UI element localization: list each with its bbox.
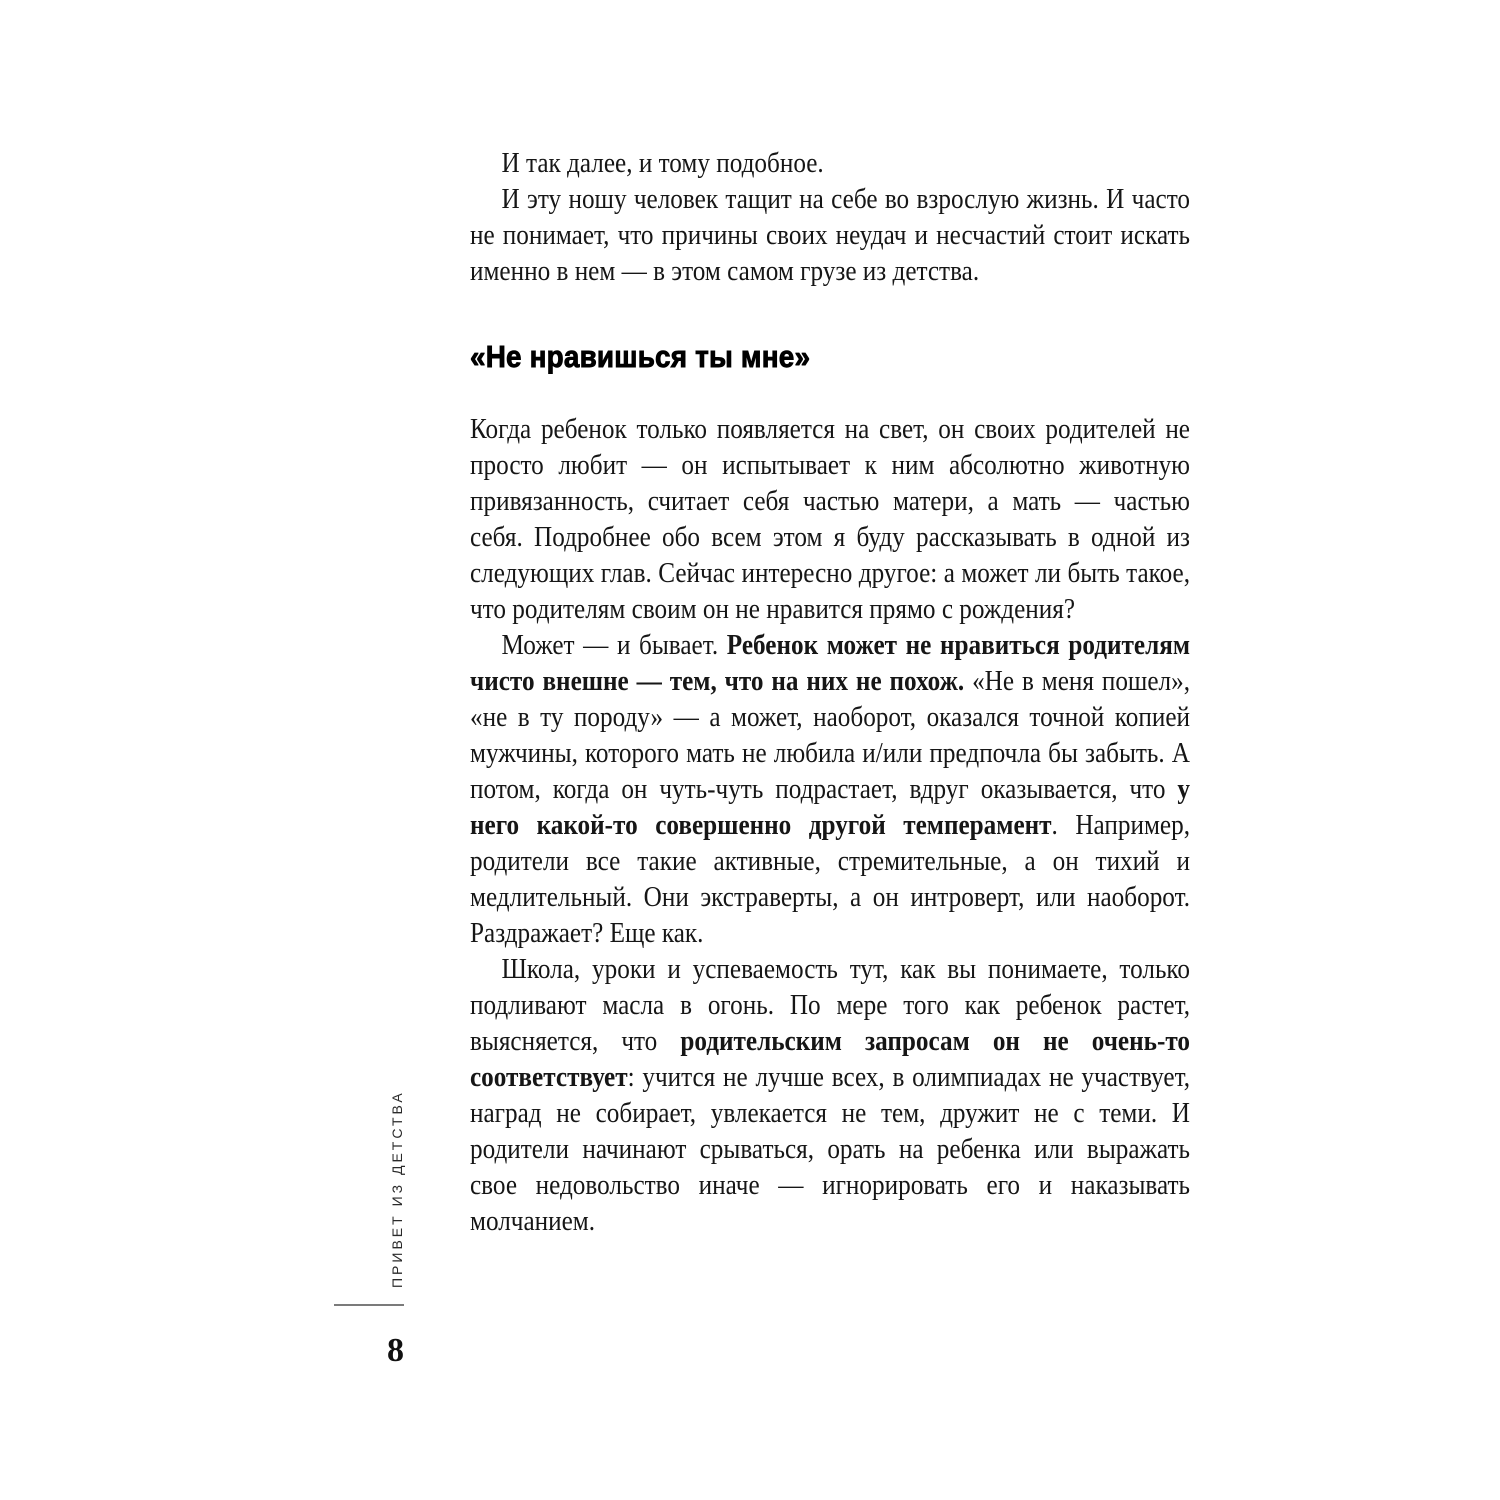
bold-emphasis: Ребенок может не нравиться родителям чисто внешне — тем, что на них не похож.: [470, 630, 1190, 697]
paragraph-text: Школа, уроки и успеваемость тут, как вы понимаете, только подливают масла в огонь. По мере того как ребенок растет, выясняется, что: [470, 954, 1190, 1057]
paragraph-intro-1: И так далее, и тому подобное.: [501, 148, 824, 179]
paragraph-birth: Когда ребенок только появляется на свет, он своих родителей не просто любит — он испытывает к ним абсолютно животную привязанность, считает себя частью матери, а мать — частью себя. Подробнее обо всем этом я буду рассказывать в одной из следующих глав. Сейчас интересно другое: а может ли быть такое, что родителям своим он не нравится прямо с рождения?: [470, 414, 1190, 625]
footer-rule-divider: [334, 1304, 404, 1306]
page-number: 8: [387, 1332, 404, 1369]
text-column: [470, 146, 1190, 1240]
paragraph-school: [470, 952, 1190, 1240]
paragraph-intro-2: И эту ношу человек тащит на себе во взрослую жизнь. И часто не понимает, что причины своих неудач и несчастий стоит искать именно в нем — в этом самом грузе из детства.: [470, 184, 1190, 287]
paragraph-text: . Например, родители все такие активные, стремительные, а он тихий и медлительный. Они экстраверты, а он интроверт, или наоборот. Раздражает? Еще как.: [470, 810, 1190, 949]
paragraph-text: Может — и бывает.: [501, 630, 727, 661]
running-title-vertical: ПРИВЕТ ИЗ ДЕТСТВА: [389, 1090, 405, 1288]
paragraph-text: «Не в меня пошел», «не в ту породу» — а может, наоборот, оказался точной копией мужчины, которого мать не любила и/или предпочла бы забыть. А потом, когда он чуть-чуть подрастает, вдруг оказывается, что: [470, 666, 1190, 805]
bold-emphasis: родительским запросам он не очень-то соответствует: [470, 1026, 1190, 1093]
section-heading: «Не нравишься ты мне»: [470, 339, 811, 374]
bold-emphasis: у него какой-то совершенно другой темперамент: [470, 774, 1190, 841]
paragraph-appearance: [470, 628, 1190, 952]
paragraph-text: : учится не лучше всех, в олимпиадах не участвует, наград не собирает, увлекается не тем, дружит не с теми. И родители начинают срываться, орать на ребенка или выражать свое недовольство иначе — игнорировать его и наказывать молчанием.: [470, 1062, 1190, 1237]
